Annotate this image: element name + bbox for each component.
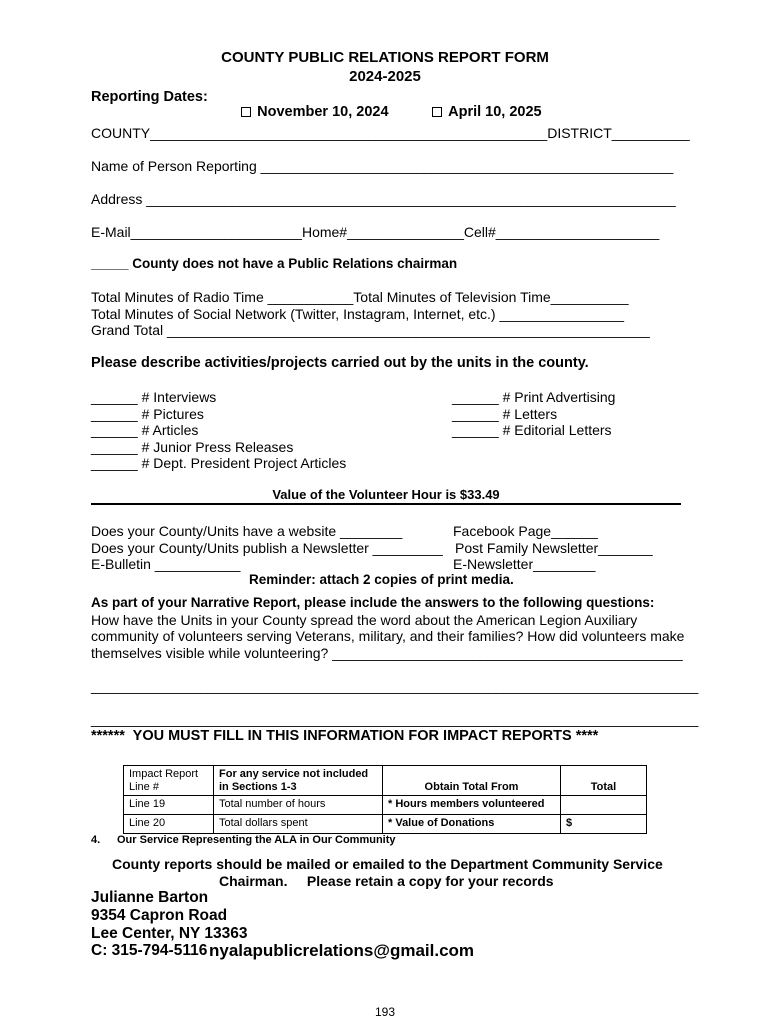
checkbox-apr[interactable] — [432, 107, 442, 117]
footnote-number: 4. — [91, 834, 101, 846]
e-bulletin[interactable]: E-Bulletin ___________ — [91, 556, 241, 572]
narrative-blank-line[interactable]: ______________________________________________________________________________ — [91, 711, 699, 727]
activities-heading: Please describe activities/projects carried out by the units in the county. — [91, 355, 589, 371]
narrative-question-line2: community of volunteers serving Veterans, military, and their families? How did volunteers make — [91, 628, 685, 644]
narrative-question-line1: How have the Units in your County spread the word about the American Legion Auxiliary — [91, 612, 638, 628]
e-newsletter[interactable]: E-Newsletter________ — [453, 556, 596, 572]
post-family-newsletter[interactable]: Post Family Newsletter_______ — [455, 540, 653, 556]
checkbox-nov[interactable] — [241, 107, 251, 117]
contact-name: Julianne Barton — [91, 889, 209, 906]
volunteer-hour-value: Value of the Volunteer Hour is $33.49 — [272, 487, 500, 502]
cell-line: Line 19 — [124, 796, 214, 815]
divider-rule — [91, 503, 681, 505]
header-service — [214, 766, 383, 796]
form-title: COUNTY PUBLIC RELATIONS REPORT FORM — [221, 49, 549, 66]
activity-junior-press[interactable]: ______ # Junior Press Releases — [91, 439, 294, 455]
header-obtain-total: Obtain Total From — [383, 766, 561, 796]
table-row — [124, 796, 647, 815]
contact-city: Lee Center, NY 13363 — [91, 925, 248, 942]
county-district-field[interactable]: COUNTY___________________________________________________DISTRICT__________ — [91, 125, 690, 141]
activity-interviews[interactable]: ______ # Interviews — [91, 389, 217, 405]
mailing-instructions-1: County reports should be mailed or emailed to the Department Community Service — [112, 856, 663, 872]
cell-from: * Value of Donations — [383, 815, 561, 834]
narrative-question-line3[interactable]: themselves visible while volunteering? _____________________________________________ — [91, 645, 683, 661]
reporting-date-apr-label: April 10, 2025 — [448, 103, 542, 120]
contact-phone: C: 315-794-5116 — [91, 942, 208, 959]
activity-print-advertising[interactable]: ______ # Print Advertising — [452, 389, 616, 405]
table-header-row — [124, 766, 647, 796]
cell-from: * Hours members volunteered — [383, 796, 561, 815]
cell-total[interactable] — [561, 796, 647, 815]
form-year: 2024-2025 — [349, 68, 421, 85]
activity-dept-president[interactable]: ______ # Dept. President Project Articles — [91, 455, 347, 471]
table-row — [124, 815, 647, 834]
contact-street: 9354 Capron Road — [91, 907, 228, 924]
activity-pictures[interactable]: ______ # Pictures — [91, 406, 204, 422]
address-field[interactable]: Address ____________________________________________________________________ — [91, 191, 676, 207]
activity-letters[interactable]: ______ # Letters — [452, 406, 558, 422]
newsletter-question[interactable]: Does your County/Units publish a Newsletter _________ — [91, 540, 443, 556]
website-question[interactable]: Does your County/Units have a website ________ — [91, 523, 403, 539]
header-impact-line-1: Impact Report — [129, 768, 199, 780]
header-service-1: For any service not included — [219, 768, 369, 780]
cell-line: Line 20 — [124, 815, 214, 834]
cell-desc: Total number of hours — [214, 796, 383, 815]
activity-editorial-letters[interactable]: ______ # Editorial Letters — [452, 422, 612, 438]
impact-table — [123, 765, 647, 834]
mailing-instructions-2: Chairman. Please retain a copy for your records — [219, 873, 554, 889]
footnote-text: Our Service Representing the ALA in Our Community — [117, 834, 396, 846]
cell-desc: Total dollars spent — [214, 815, 383, 834]
no-chairman-field[interactable]: _____ County does not have a Public Relations chairman — [91, 256, 458, 271]
header-total: Total — [561, 766, 647, 796]
contact-email[interactable]: nyalapublicrelations@gmail.com — [209, 941, 475, 960]
narrative-blank-line[interactable]: ______________________________________________________________________________ — [91, 678, 699, 694]
facebook-page[interactable]: Facebook Page______ — [453, 523, 598, 539]
minutes-radio-tv[interactable]: Total Minutes of Radio Time ___________Total Minutes of Television Time__________ — [91, 289, 629, 305]
page-number: 193 — [374, 1005, 396, 1019]
minutes-social[interactable]: Total Minutes of Social Network (Twitter, Instagram, Internet, etc.) ________________ — [91, 306, 625, 322]
narrative-heading: As part of your Narrative Report, please include the answers to the following questions: — [91, 595, 655, 610]
header-impact-line — [124, 766, 214, 796]
reminder-text: Reminder: attach 2 copies of print media. — [249, 572, 514, 587]
header-impact-line-2: Line # — [129, 780, 159, 793]
contact-field[interactable]: E-Mail______________________Home#_______________Cell#_____________________ — [91, 224, 660, 240]
cell-total[interactable]: $ — [561, 815, 647, 834]
grand-total[interactable]: Grand Total ______________________________________________________________ — [91, 322, 650, 338]
activity-articles[interactable]: ______ # Articles — [91, 422, 199, 438]
name-field[interactable]: Name of Person Reporting _____________________________________________________ — [91, 158, 674, 174]
reporting-dates-label: Reporting Dates: — [91, 89, 208, 105]
impact-heading: ****** YOU MUST FILL IN THIS INFORMATION FOR IMPACT REPORTS **** — [91, 728, 599, 744]
reporting-date-nov-label: November 10, 2024 — [257, 103, 389, 120]
header-service-2: in Sections 1-3 — [219, 780, 297, 793]
